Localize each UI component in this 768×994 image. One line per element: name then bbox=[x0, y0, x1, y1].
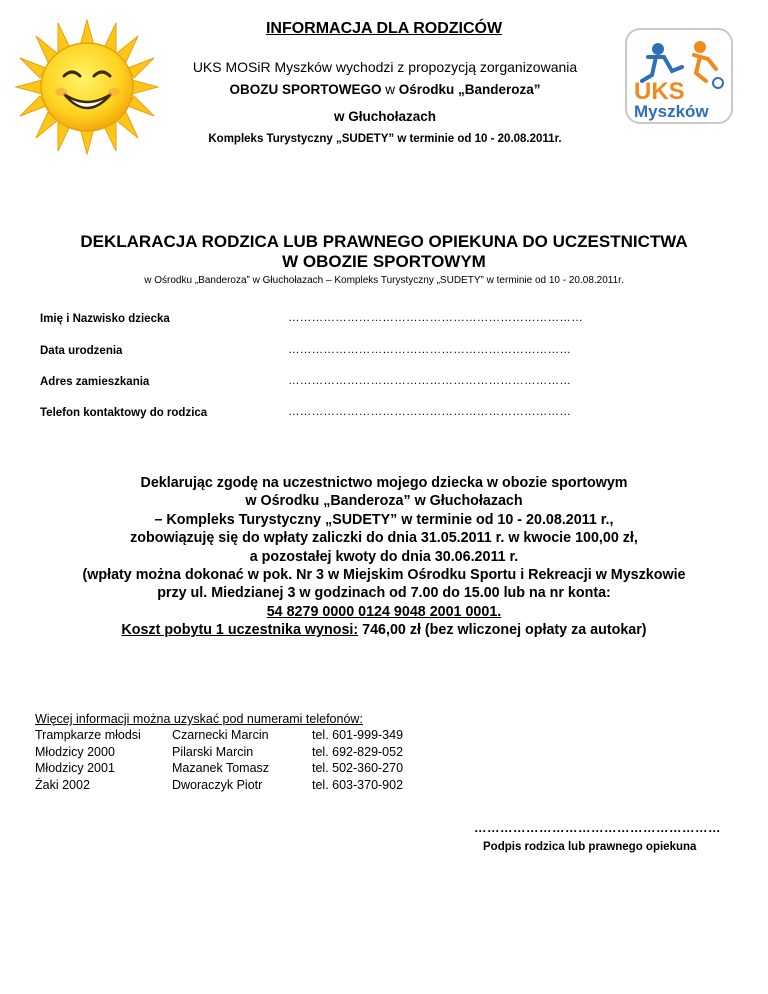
logo-line2: Myszków bbox=[634, 102, 709, 121]
table-row bbox=[35, 744, 403, 760]
field-birth-date-label: Data urodzenia bbox=[40, 345, 123, 357]
consent-line: Deklarując zgodę na uczestnictwo mojego dziecka w obozie sportowym bbox=[140, 475, 628, 491]
declaration-subtitle: w Ośrodku „Banderoza” w Głuchołazach – Kompleks Turystyczny „SUDETY” w terminie od 10 - 20.08.2011r. bbox=[144, 275, 624, 286]
cost-label: Koszt pobytu 1 uczestnika wynosi: bbox=[121, 622, 359, 639]
consent-line: a pozostałej kwoty do dnia 30.06.2011 r. bbox=[249, 548, 519, 565]
camp-city: w Głuchołazach bbox=[333, 109, 437, 124]
declaration-title bbox=[0, 232, 768, 272]
consent-line: (wpłaty można dokonać w pok. Nr 3 w Miejskim Ośrodku Sportu i Rekreacji w Myszkowie bbox=[82, 567, 686, 584]
uks-myszkow-logo bbox=[624, 27, 734, 125]
consent-line: zobowiązuję się do wpłaty zaliczki do dnia 31.05.2011 r. w kwocie 100,00 zł, bbox=[130, 530, 638, 547]
consent-paragraph bbox=[0, 474, 768, 640]
contact-name: Mazanek Tomasz bbox=[172, 761, 270, 776]
contacts-table bbox=[35, 727, 403, 793]
field-parent-phone-label: Telefon kontaktowy do rodzica bbox=[40, 407, 208, 419]
camp-bold: OBOZU SPORTOWEGO bbox=[229, 82, 382, 97]
contact-name: Dworaczyk Piotr bbox=[172, 777, 263, 792]
table-row bbox=[35, 727, 403, 743]
contact-name: Pilarski Marcin bbox=[172, 744, 254, 759]
consent-line: – Kompleks Turystyczny „SUDETY” w terminie od 10 - 20.08.2011 r., bbox=[154, 511, 614, 528]
camp-normal: w bbox=[385, 82, 395, 97]
table-row bbox=[35, 777, 403, 793]
page-title: INFORMACJA DLA RODZICÓW bbox=[265, 20, 503, 37]
field-address-input[interactable]: ……………………………………………………………… bbox=[288, 375, 572, 387]
complex-info: Kompleks Turystyczny „SUDETY” w terminie od 10 - 20.08.2011r. bbox=[208, 133, 562, 145]
contact-group: Trampkarze młodsi bbox=[35, 728, 141, 743]
contact-phone: tel. 603-370-902 bbox=[312, 777, 404, 792]
contact-group: Żaki 2002 bbox=[35, 777, 90, 792]
declaration-title-line2: W OBOZIE SPORTOWYM bbox=[282, 252, 486, 271]
cost-value: 746,00 zł (bez wliczonej opłaty za autokar) bbox=[358, 622, 647, 639]
contact-phone: tel. 692-829-052 bbox=[312, 744, 404, 759]
intro-text: UKS MOSiR Myszków wychodzi z propozycją zorganizowania bbox=[192, 59, 578, 75]
cost-line bbox=[0, 621, 768, 639]
consent-line: w Ośrodku „Banderoza” w Głuchołazach bbox=[245, 493, 523, 510]
consent-line: przy ul. Miedzianej 3 w godzinach od 7.00 do 15.00 lub na nr konta: bbox=[157, 585, 611, 602]
field-child-name-label: Imię i Nazwisko dziecka bbox=[40, 313, 170, 325]
logo-line1: UKS bbox=[634, 78, 685, 105]
contacts-section bbox=[35, 711, 403, 793]
contacts-heading: Więcej informacji można uzyskać pod numerami telefonów: bbox=[35, 712, 363, 726]
field-birth-date-input[interactable]: ……………………………………………………………… bbox=[288, 344, 572, 356]
contact-phone: tel. 502-360-270 bbox=[312, 761, 404, 776]
declaration-title-line1: DEKLARACJA RODZICA LUB PRAWNEGO OPIEKUNA DO UCZESTNICTWA bbox=[80, 232, 688, 251]
camp-line bbox=[130, 82, 640, 97]
camp-place: Ośrodku „Banderoza” bbox=[398, 82, 541, 97]
contact-name: Czarnecki Marcin bbox=[172, 728, 269, 743]
signature-label: Podpis rodzica lub prawnego opiekuna bbox=[483, 841, 697, 853]
field-address-label: Adres zamieszkania bbox=[40, 376, 150, 388]
signature-line[interactable]: ………………………………………………… bbox=[474, 821, 721, 835]
bank-account: 54 8279 0000 0124 9048 2001 0001. bbox=[266, 603, 502, 620]
contact-group: Młodzicy 2000 bbox=[35, 744, 115, 759]
field-child-name-input[interactable]: ………………………………………………………………… bbox=[288, 312, 583, 324]
contact-group: Młodzicy 2001 bbox=[35, 761, 115, 776]
contact-phone: tel. 601-999-349 bbox=[312, 728, 404, 743]
table-row bbox=[35, 760, 403, 776]
field-parent-phone-input[interactable]: ……………………………………………………………… bbox=[288, 406, 572, 418]
